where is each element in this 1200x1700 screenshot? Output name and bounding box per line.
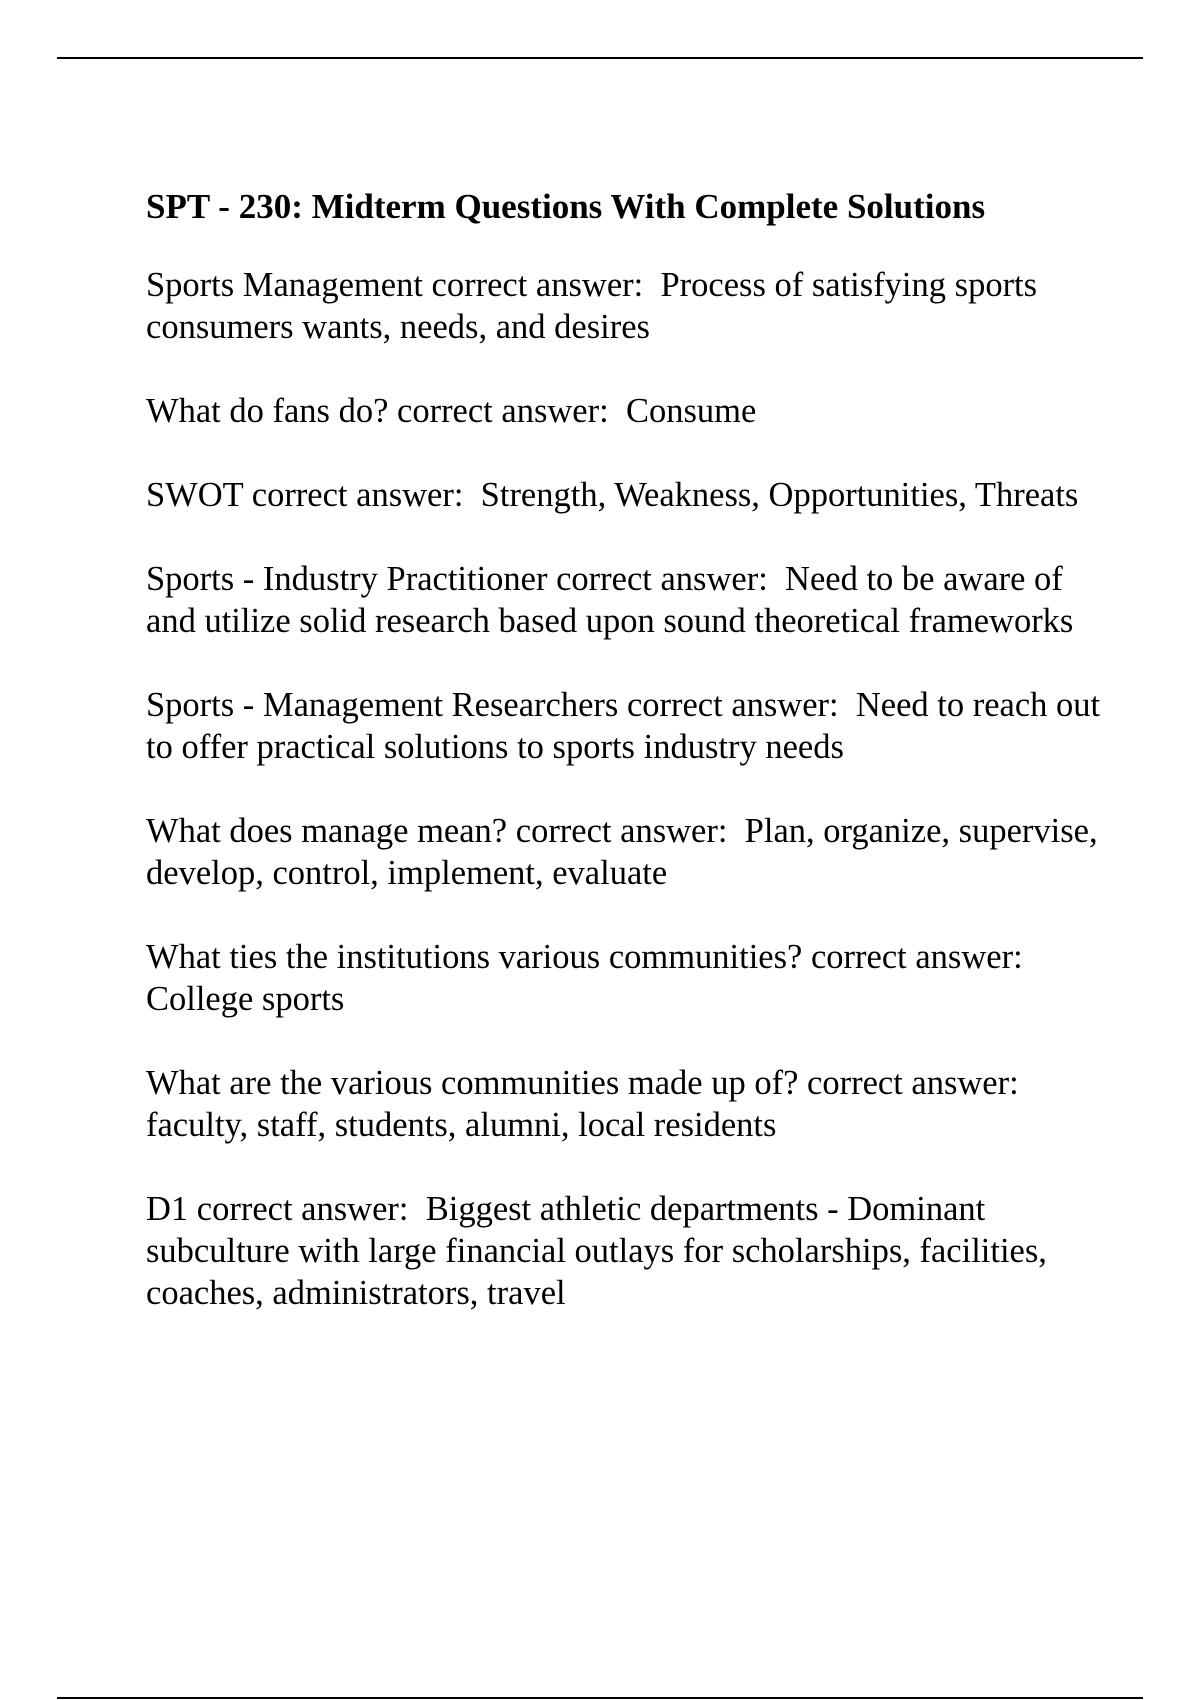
answer-marker: correct answer: — [556, 560, 768, 598]
document-title: SPT - 230: Midterm Questions With Complete Solutions — [146, 187, 986, 226]
answer-marker: correct answer: — [397, 392, 609, 430]
qa-item — [146, 684, 1106, 768]
question-text: What ties the institutions various communities? — [146, 938, 803, 976]
answer-marker: correct answer: — [810, 938, 1023, 976]
qa-item — [146, 1188, 1106, 1314]
answer-text: College sports — [146, 980, 345, 1018]
question-text: D1 — [146, 1190, 189, 1228]
answer-marker: correct answer: — [626, 686, 839, 724]
question-text: Sports Management — [146, 266, 423, 304]
answer-marker: correct answer: — [251, 476, 464, 514]
qa-item — [146, 1062, 1106, 1146]
qa-item — [146, 264, 1106, 348]
answer-text: faculty, staff, students, alumni, local residents — [146, 1106, 777, 1144]
bottom-rule — [57, 1697, 1143, 1699]
question-text: What do fans do? — [146, 392, 389, 430]
answer-text: Strength, Weakness, Opportunities, Threats — [480, 476, 1079, 514]
answer-marker: correct answer: — [807, 1064, 1019, 1102]
answer-text: Plan, organize, supervise, develop, control, implement, evaluate — [146, 812, 1098, 892]
answer-text: Consume — [625, 392, 757, 430]
answer-text: Need to reach out to offer practical solutions to sports industry needs — [146, 686, 1101, 766]
qa-item — [146, 390, 1106, 432]
answer-text: Biggest athletic departments - Dominant subculture with large financial outlays for scholarships, facilities, coaches, administrators, travel — [146, 1190, 1047, 1312]
question-text: SWOT — [146, 476, 244, 514]
qa-item — [146, 558, 1106, 642]
document-body — [146, 186, 1106, 1356]
question-text: Sports - Industry Practitioner — [146, 560, 548, 598]
qa-item — [146, 810, 1106, 894]
qa-item — [146, 936, 1106, 1020]
qa-item — [146, 474, 1106, 516]
answer-marker: correct answer: — [515, 812, 728, 850]
question-text: What does manage mean? — [146, 812, 508, 850]
question-text: What are the various communities made up of? — [146, 1064, 799, 1102]
answer-text: Need to be aware of and utilize solid research based upon sound theoretical frameworks — [146, 560, 1074, 640]
answer-marker: correct answer: — [431, 266, 644, 304]
question-text: Sports - Management Researchers — [146, 686, 619, 724]
top-rule — [57, 57, 1143, 59]
answer-text: Process of satisfying sports consumers wants, needs, and desires — [146, 266, 1038, 346]
answer-marker: correct answer: — [196, 1190, 409, 1228]
